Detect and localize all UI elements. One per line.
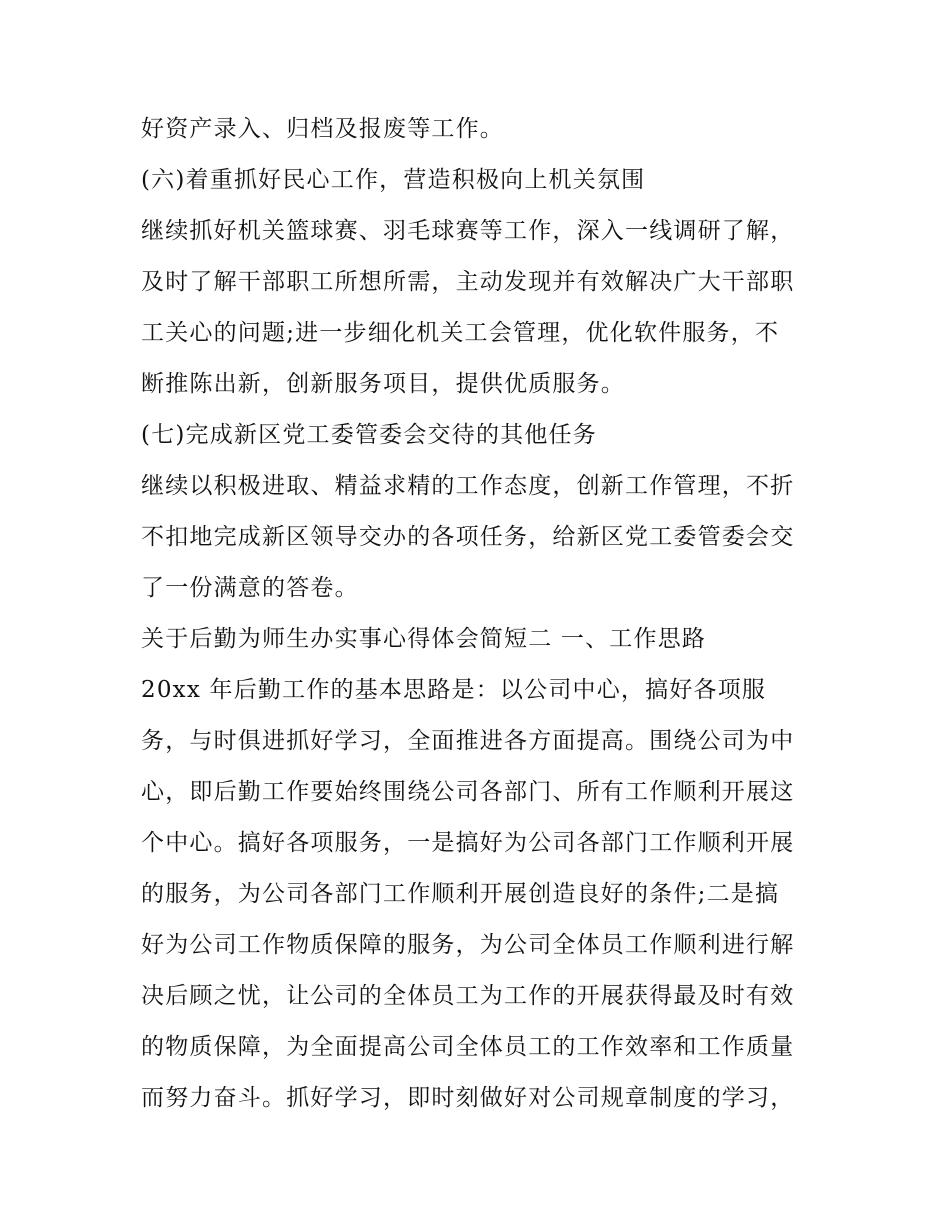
text-line: 不扣地完成新区领导交办的各项任务，给新区党工委管委会交 bbox=[141, 524, 795, 550]
text-line: 心，即后勤工作要始终围绕公司各部门、所有工作顺利开展这 bbox=[141, 779, 795, 805]
text-line: 继续抓好机关篮球赛、羽毛球赛等工作，深入一线调研了解， bbox=[141, 218, 795, 244]
text-line: 决后顾之忧，让公司的全体员工为工作的开展获得最及时有效 bbox=[141, 983, 795, 1009]
text-line: 工关心的问题;进一步细化机关工会管理，优化软件服务，不 bbox=[141, 320, 780, 346]
section-heading: (六)着重抓好民心工作，营造积极向上机关氛围 bbox=[141, 167, 646, 193]
text-line: 的物质保障，为全面提高公司全体员工的工作效率和工作质量 bbox=[141, 1034, 795, 1060]
text-line: 了一份满意的答卷。 bbox=[141, 575, 359, 601]
text-line: 的服务，为公司各部门工作顺利开展创造良好的条件;二是搞 bbox=[141, 881, 780, 907]
text-line: 务，与时俱进抓好学习，全面推进各方面提高。围绕公司为中 bbox=[141, 728, 795, 754]
text-line: 20xx 年后勤工作的基本思路是：以公司中心，搞好各项服 bbox=[141, 677, 767, 703]
section-heading: (七)完成新区党工委管委会交待的其他任务 bbox=[141, 422, 597, 448]
section-heading: 关于后勤为师生办实事心得体会简短二 一、工作思路 bbox=[141, 626, 707, 652]
text-line: 好为公司工作物质保障的服务，为公司全体员工作顺利进行解 bbox=[141, 932, 795, 958]
text-line: 继续以积极进取、精益求精的工作态度，创新工作管理，不折 bbox=[141, 473, 795, 499]
text-line: 断推陈出新，创新服务项目，提供优质服务。 bbox=[141, 371, 625, 397]
text-line: 及时了解干部职工所想所需，主动发现并有效解决广大干部职 bbox=[141, 269, 795, 295]
text-line: 个中心。搞好各项服务，一是搞好为公司各部门工作顺利开展 bbox=[141, 830, 795, 856]
text-line: 而努力奋斗。抓好学习，即时刻做好对公司规章制度的学习， bbox=[141, 1085, 795, 1111]
text-line: 好资产录入、归档及报废等工作。 bbox=[141, 116, 504, 142]
